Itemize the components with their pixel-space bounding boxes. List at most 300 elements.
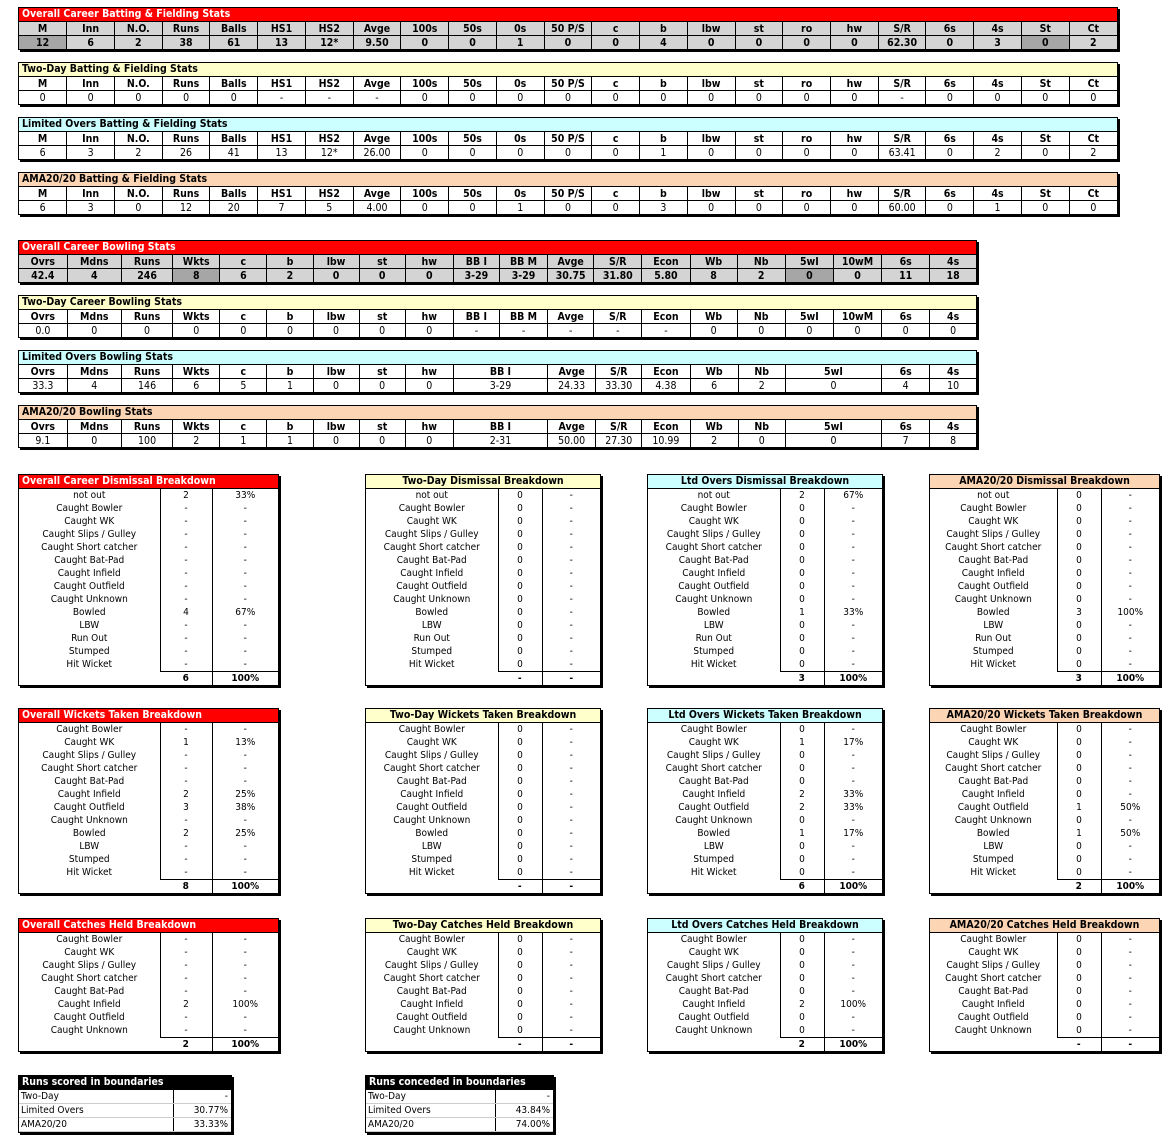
column-header: 100s [401, 187, 449, 201]
stat-value: 0 [405, 324, 453, 338]
count-value: 0 [780, 554, 824, 567]
count-value: 0 [498, 580, 542, 593]
stat-value: 1 [974, 201, 1022, 215]
count-value: - [160, 515, 212, 528]
column-header: hw [405, 255, 453, 269]
count-value: 0 [780, 515, 824, 528]
row-label: Caught Short catcher [19, 972, 160, 985]
percent-value: - [1128, 593, 1132, 605]
breakdown-row [366, 619, 600, 632]
stat-value: 7 [258, 201, 306, 215]
stat-value: 2 [267, 269, 313, 283]
column-header: 50s [449, 77, 497, 91]
total-count: 6 [780, 880, 824, 894]
row-label: not out [648, 489, 780, 502]
percent-value: - [569, 1011, 573, 1023]
header-row [19, 255, 976, 269]
breakdown-title: Two-Day Dismissal Breakdown [366, 475, 600, 489]
breakdown-row [366, 788, 600, 801]
column-header: 50 P/S [544, 132, 592, 146]
count-value: - [160, 619, 212, 632]
stat-value: 8 [173, 269, 220, 283]
stats-table [19, 77, 1117, 104]
percent-value: - [1128, 554, 1132, 566]
breakdown-row [930, 762, 1159, 775]
total-count: 8 [160, 880, 212, 894]
stat-value: 1 [220, 434, 267, 448]
stat-value: 0 [687, 201, 735, 215]
percent-value: - [569, 775, 573, 787]
count-value: - [160, 933, 212, 946]
column-header: b [267, 420, 313, 434]
row-label: Caught Unknown [366, 593, 498, 606]
stat-value: 0 [735, 36, 783, 50]
count-value: 0 [498, 933, 542, 946]
count-value: 0 [780, 541, 824, 554]
format-label: Two-Day [366, 1090, 495, 1104]
stat-value: 0 [785, 434, 881, 448]
header-row [19, 22, 1117, 36]
column-header: c [592, 187, 640, 201]
percent-value: - [569, 788, 573, 800]
column-header: 4s [930, 255, 976, 269]
percent-value: - [243, 814, 247, 826]
percent-value: - [851, 515, 855, 527]
breakdown-row [366, 985, 600, 998]
row-label: Caught Bowler [19, 502, 160, 515]
breakdown-row [930, 866, 1159, 880]
count-value: 0 [1057, 736, 1101, 749]
total-spacer [930, 672, 1057, 686]
column-header: lbw [313, 255, 359, 269]
row-label: Caught Bowler [930, 502, 1057, 515]
column-header: st [735, 22, 783, 36]
column-header: 5wI [785, 420, 881, 434]
count-value: 0 [780, 619, 824, 632]
stat-value: 0 [830, 36, 878, 50]
row-label: Caught Bowler [930, 933, 1057, 946]
total-percent: - [1101, 1038, 1159, 1052]
breakdown-row [366, 801, 600, 814]
breakdown-row [366, 1011, 600, 1024]
count-value: 0 [780, 933, 824, 946]
percent-value: 33% [843, 788, 864, 800]
column-header: 4s [930, 420, 976, 434]
breakdown-row [648, 853, 882, 866]
column-header: 5wI [785, 255, 833, 269]
column-header: c [220, 310, 267, 324]
row-label: Caught Slips / Gulley [930, 959, 1057, 972]
percent-value: - [243, 853, 247, 865]
stat-value: 146 [121, 379, 172, 393]
row-label: Run Out [930, 632, 1057, 645]
row-label: Caught Unknown [930, 814, 1057, 827]
stat-value: 1 [267, 379, 313, 393]
percent-value: - [1128, 619, 1132, 631]
count-value: - [160, 1011, 212, 1024]
stat-value: 6 [19, 201, 67, 215]
stat-value: 0 [313, 269, 359, 283]
count-value: - [160, 853, 212, 866]
breakdown-row [19, 972, 278, 985]
count-value: 0 [1057, 502, 1101, 515]
values-row [19, 269, 976, 283]
percent-value: - [243, 554, 247, 566]
row-label: Caught Slips / Gulley [366, 528, 498, 541]
boundary-percent: 30.77% [173, 1104, 231, 1118]
column-header: Avge [353, 22, 401, 36]
column-header: Runs [121, 420, 172, 434]
stat-value: 26.00 [353, 146, 401, 160]
column-header: Nb [737, 255, 785, 269]
column-header: ro [783, 187, 831, 201]
count-value: 0 [498, 814, 542, 827]
column-header: BB I [453, 310, 499, 324]
breakdown-table [648, 723, 882, 893]
stat-value: 0 [121, 324, 172, 338]
column-header: Balls [210, 187, 258, 201]
percent-value: - [243, 1024, 247, 1036]
stat-value: 0 [405, 269, 453, 283]
count-value: 2 [780, 489, 824, 502]
column-header: lbw [687, 187, 735, 201]
column-header: S/R [878, 77, 926, 91]
column-header: 4s [930, 310, 976, 324]
breakdown-row [648, 985, 882, 998]
stat-value: 2 [114, 36, 162, 50]
count-value: 0 [780, 723, 824, 736]
boundaries-row [366, 1090, 553, 1104]
count-value: 0 [498, 827, 542, 840]
column-header: 50 P/S [544, 77, 592, 91]
section-title: Two-Day Career Bowling Stats [19, 296, 976, 310]
percent-value: - [1128, 972, 1132, 984]
row-label: Caught Outfield [366, 1011, 498, 1024]
percent-value: - [851, 723, 855, 735]
stat-value: 0 [592, 201, 640, 215]
row-label: Caught Infield [930, 998, 1057, 1011]
stat-value: 100 [121, 434, 172, 448]
breakdown-row [930, 827, 1159, 840]
stat-value: 8 [690, 269, 737, 283]
column-header: Wb [690, 420, 738, 434]
column-header: Avge [548, 255, 594, 269]
breakdown-row [648, 801, 882, 814]
stat-value: 24.33 [548, 379, 596, 393]
stat-value: 0 [926, 201, 974, 215]
bowling-section-1 [18, 295, 977, 338]
percent-value: 38% [235, 801, 256, 813]
breakdown-row [930, 998, 1159, 1011]
column-header: St [1021, 77, 1069, 91]
column-header: 50 P/S [544, 187, 592, 201]
percent-value: - [851, 632, 855, 644]
stat-value: 0 [735, 91, 783, 105]
stat-value: 4 [882, 379, 930, 393]
total-spacer [19, 672, 160, 686]
row-label: Stumped [366, 645, 498, 658]
count-value: 0 [1057, 580, 1101, 593]
breakdown-title: Ltd Overs Dismissal Breakdown [648, 475, 882, 489]
total-spacer [648, 672, 780, 686]
row-label: Hit Wicket [366, 658, 498, 672]
row-label: Hit Wicket [19, 658, 160, 672]
percent-value: - [243, 567, 247, 579]
percent-value: 17% [843, 736, 864, 748]
percent-value: - [569, 1024, 573, 1036]
count-value: 0 [780, 775, 824, 788]
column-header: HS2 [305, 77, 353, 91]
column-header: lbw [313, 365, 359, 379]
breakdown-row [930, 840, 1159, 853]
percent-value: - [851, 619, 855, 631]
stat-value: 0 [19, 91, 67, 105]
percent-value: - [851, 567, 855, 579]
breakdown-row [366, 723, 600, 736]
column-header: b [640, 77, 688, 91]
count-value: - [160, 554, 212, 567]
row-label: Caught Slips / Gulley [366, 749, 498, 762]
breakdown-table [930, 723, 1159, 893]
percent-value: - [1128, 736, 1132, 748]
count-value: 0 [498, 840, 542, 853]
percent-value: - [569, 933, 573, 945]
row-label: Caught Bat-Pad [19, 554, 160, 567]
total-percent: 100% [1101, 672, 1159, 686]
row-label: Hit Wicket [930, 866, 1057, 880]
breakdown-row [366, 762, 600, 775]
total-row [930, 672, 1159, 686]
count-value: 0 [1057, 541, 1101, 554]
breakdown-row [366, 840, 600, 853]
row-label: Caught Infield [19, 567, 160, 580]
breakdown-row [366, 998, 600, 1011]
breakdown-row [366, 946, 600, 959]
breakdown-row [19, 749, 278, 762]
percent-value: - [1128, 749, 1132, 761]
percent-value: - [243, 580, 247, 592]
percent-value: - [569, 580, 573, 592]
stat-value: 0 [687, 36, 735, 50]
column-header: 4s [974, 187, 1022, 201]
total-row [648, 1038, 882, 1052]
stat-value: - [305, 91, 353, 105]
stat-value: 33.3 [19, 379, 67, 393]
column-header: St [1021, 187, 1069, 201]
stat-value: 0 [785, 324, 833, 338]
count-value: - [160, 580, 212, 593]
stat-value: - [353, 91, 401, 105]
count-value: 0 [1057, 998, 1101, 1011]
values-row [19, 91, 1117, 105]
percent-value: - [1128, 762, 1132, 774]
row-label: Caught Outfield [930, 1011, 1057, 1024]
count-value: 3 [1057, 606, 1101, 619]
count-value: 0 [498, 775, 542, 788]
percent-value: - [1128, 946, 1132, 958]
breakdown-title: Two-Day Catches Held Breakdown [366, 919, 600, 933]
stat-value: 9.50 [353, 36, 401, 50]
column-header: Mdns [67, 420, 121, 434]
values-row [19, 201, 1117, 215]
row-label: Hit Wicket [366, 866, 498, 880]
breakdown-row [366, 567, 600, 580]
row-label: Caught Short catcher [930, 762, 1057, 775]
breakdown-row [366, 1024, 600, 1038]
column-header: 0s [496, 132, 544, 146]
count-value: - [160, 658, 212, 672]
stat-value: - [499, 324, 547, 338]
row-label: Caught Bowler [648, 502, 780, 515]
percent-value: - [851, 502, 855, 514]
count-value: 0 [498, 515, 542, 528]
percent-value: 17% [843, 827, 864, 839]
total-spacer [366, 880, 498, 894]
column-header: Ovrs [19, 255, 67, 269]
count-value: 0 [1057, 853, 1101, 866]
percent-value: - [243, 959, 247, 971]
percent-value: 25% [235, 788, 256, 800]
percent-value: - [1128, 1011, 1132, 1023]
percent-value: - [569, 528, 573, 540]
count-value: 0 [1057, 515, 1101, 528]
row-label: Caught Short catcher [19, 762, 160, 775]
percent-value: - [851, 762, 855, 774]
count-value: 0 [1057, 775, 1101, 788]
breakdown-table [930, 933, 1159, 1051]
breakdown-row [366, 959, 600, 972]
percent-value: - [569, 645, 573, 657]
column-header: 50 P/S [544, 22, 592, 36]
row-label: Hit Wicket [930, 658, 1057, 672]
stat-value: 0 [785, 379, 881, 393]
row-label: LBW [648, 840, 780, 853]
count-value: - [160, 541, 212, 554]
stat-value: 6 [220, 269, 267, 283]
column-header: S/R [878, 132, 926, 146]
percent-value: - [851, 1024, 855, 1036]
breakdown-row [930, 645, 1159, 658]
breakdown-row [366, 593, 600, 606]
breakdown-row [648, 749, 882, 762]
count-value: 0 [1057, 723, 1101, 736]
breakdown-title: Ltd Overs Wickets Taken Breakdown [648, 709, 882, 723]
stat-value: 3 [67, 146, 115, 160]
batting-section-2 [18, 117, 1118, 160]
stat-value: 2 [690, 434, 738, 448]
breakdown-table [19, 489, 278, 685]
stat-value: 0 [1021, 201, 1069, 215]
stat-value: 42.4 [19, 269, 67, 283]
count-value: 1 [780, 606, 824, 619]
column-header: Wb [690, 255, 737, 269]
total-percent: 100% [1101, 880, 1159, 894]
count-value: 0 [1057, 645, 1101, 658]
row-label: not out [930, 489, 1057, 502]
breakdown-row [19, 658, 278, 672]
bowling-section-0 [18, 240, 977, 283]
column-header: Wkts [173, 255, 220, 269]
total-percent: - [542, 672, 600, 686]
count-value: - [160, 985, 212, 998]
format-label: Two-Day [19, 1090, 173, 1104]
percent-value: 33% [843, 801, 864, 813]
count-value: 0 [1057, 933, 1101, 946]
section-title: Overall Career Batting & Fielding Stats [19, 8, 1117, 22]
breakdown-row [19, 762, 278, 775]
column-header: St [1021, 22, 1069, 36]
stat-value: 5 [305, 201, 353, 215]
column-header: S/R [594, 310, 642, 324]
breakdown-row [19, 775, 278, 788]
breakdown-row [930, 775, 1159, 788]
catches-breakdown-0 [18, 918, 279, 1052]
boundary-percent: - [495, 1090, 553, 1104]
format-label: AMA20/20 [19, 1118, 173, 1132]
column-header: 5wI [785, 365, 881, 379]
column-header: hw [830, 77, 878, 91]
row-label: Caught Slips / Gulley [366, 959, 498, 972]
column-header: b [640, 132, 688, 146]
stat-value: 0 [735, 146, 783, 160]
column-header: st [359, 365, 405, 379]
column-header: c [220, 255, 267, 269]
breakdown-row [648, 580, 882, 593]
row-label: Caught Outfield [19, 801, 160, 814]
percent-value: - [243, 619, 247, 631]
stat-value: 0 [1021, 36, 1069, 50]
count-value: 0 [780, 567, 824, 580]
column-header: Runs [162, 77, 210, 91]
column-header: Ovrs [19, 365, 67, 379]
count-value: 0 [780, 853, 824, 866]
stat-value: 0 [496, 146, 544, 160]
row-label: Bowled [366, 606, 498, 619]
row-label: Stumped [19, 645, 160, 658]
stat-value: 0 [67, 91, 115, 105]
count-value: 4 [160, 606, 212, 619]
percent-value: - [569, 749, 573, 761]
stat-value: 9.1 [19, 434, 67, 448]
percent-value: 33% [843, 606, 864, 618]
breakdown-row [930, 801, 1159, 814]
stat-value: 3 [67, 201, 115, 215]
total-count: 2 [780, 1038, 824, 1052]
breakdown-row [19, 814, 278, 827]
percent-value: - [243, 1011, 247, 1023]
stat-value: 63.41 [878, 146, 926, 160]
values-row [19, 324, 976, 338]
row-label: Caught Short catcher [19, 541, 160, 554]
dismissal-breakdown-0 [18, 474, 279, 686]
breakdown-row [648, 619, 882, 632]
stat-value: 5.80 [642, 269, 690, 283]
stat-value: 0 [359, 434, 405, 448]
percent-value: - [243, 866, 247, 878]
row-label: Caught Slips / Gulley [648, 749, 780, 762]
total-count: - [498, 672, 542, 686]
percent-value: - [851, 593, 855, 605]
column-header: Ct [1069, 187, 1117, 201]
percent-value: - [569, 972, 573, 984]
row-label: Stumped [19, 853, 160, 866]
column-header: Econ [642, 255, 690, 269]
stat-value: 0 [830, 146, 878, 160]
row-label: Caught Short catcher [648, 762, 780, 775]
stat-value: 0 [833, 269, 881, 283]
row-label: Stumped [366, 853, 498, 866]
percent-value: - [1128, 723, 1132, 735]
